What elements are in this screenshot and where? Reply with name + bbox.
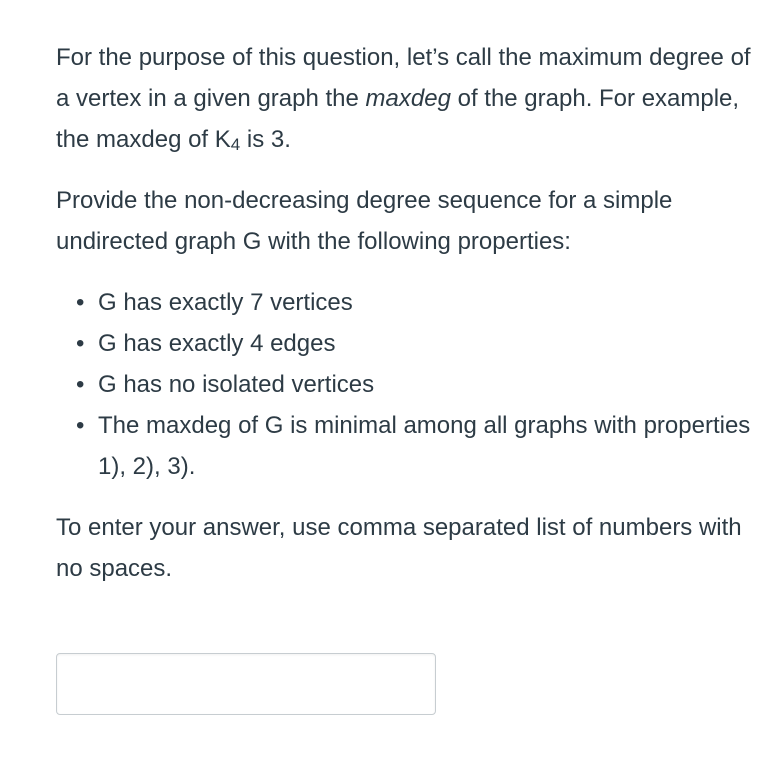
property-text: The maxdeg of G is minimal among all graphs with properties 1), 2), 3). bbox=[98, 412, 751, 480]
bullet-icon: • bbox=[76, 330, 85, 357]
answer-input[interactable] bbox=[56, 653, 436, 715]
list-item bbox=[56, 323, 756, 364]
property-text: G has exactly 4 edges bbox=[98, 330, 336, 357]
bullet-icon: • bbox=[76, 289, 85, 316]
intro-text-part3: is 3. bbox=[240, 126, 291, 153]
list-item bbox=[56, 282, 756, 323]
list-item bbox=[56, 405, 756, 487]
bullet-icon: • bbox=[76, 371, 85, 398]
list-item bbox=[56, 364, 756, 405]
property-text: G has exactly 7 vertices bbox=[98, 289, 353, 316]
property-text: G has no isolated vertices bbox=[98, 371, 375, 398]
bullet-icon: • bbox=[76, 412, 85, 439]
maxdeg-term: maxdeg bbox=[365, 85, 451, 112]
question-prompt: Provide the non-decreasing degree sequence for a simple undirected graph G with the following properties: bbox=[56, 187, 673, 255]
properties-list bbox=[56, 282, 756, 487]
intro-text-part2: of the graph. For example, the maxdeg of K bbox=[56, 85, 740, 153]
intro-text-part1: For the purpose of this question, let’s call the maximum degree of a vertex in a given graph the bbox=[56, 44, 751, 112]
question-text bbox=[56, 37, 756, 589]
k4-subscript: 4 bbox=[230, 135, 241, 154]
answer-instructions: To enter your answer, use comma separated list of numbers with no spaces. bbox=[56, 514, 742, 582]
question-intro-paragraph bbox=[56, 37, 756, 160]
